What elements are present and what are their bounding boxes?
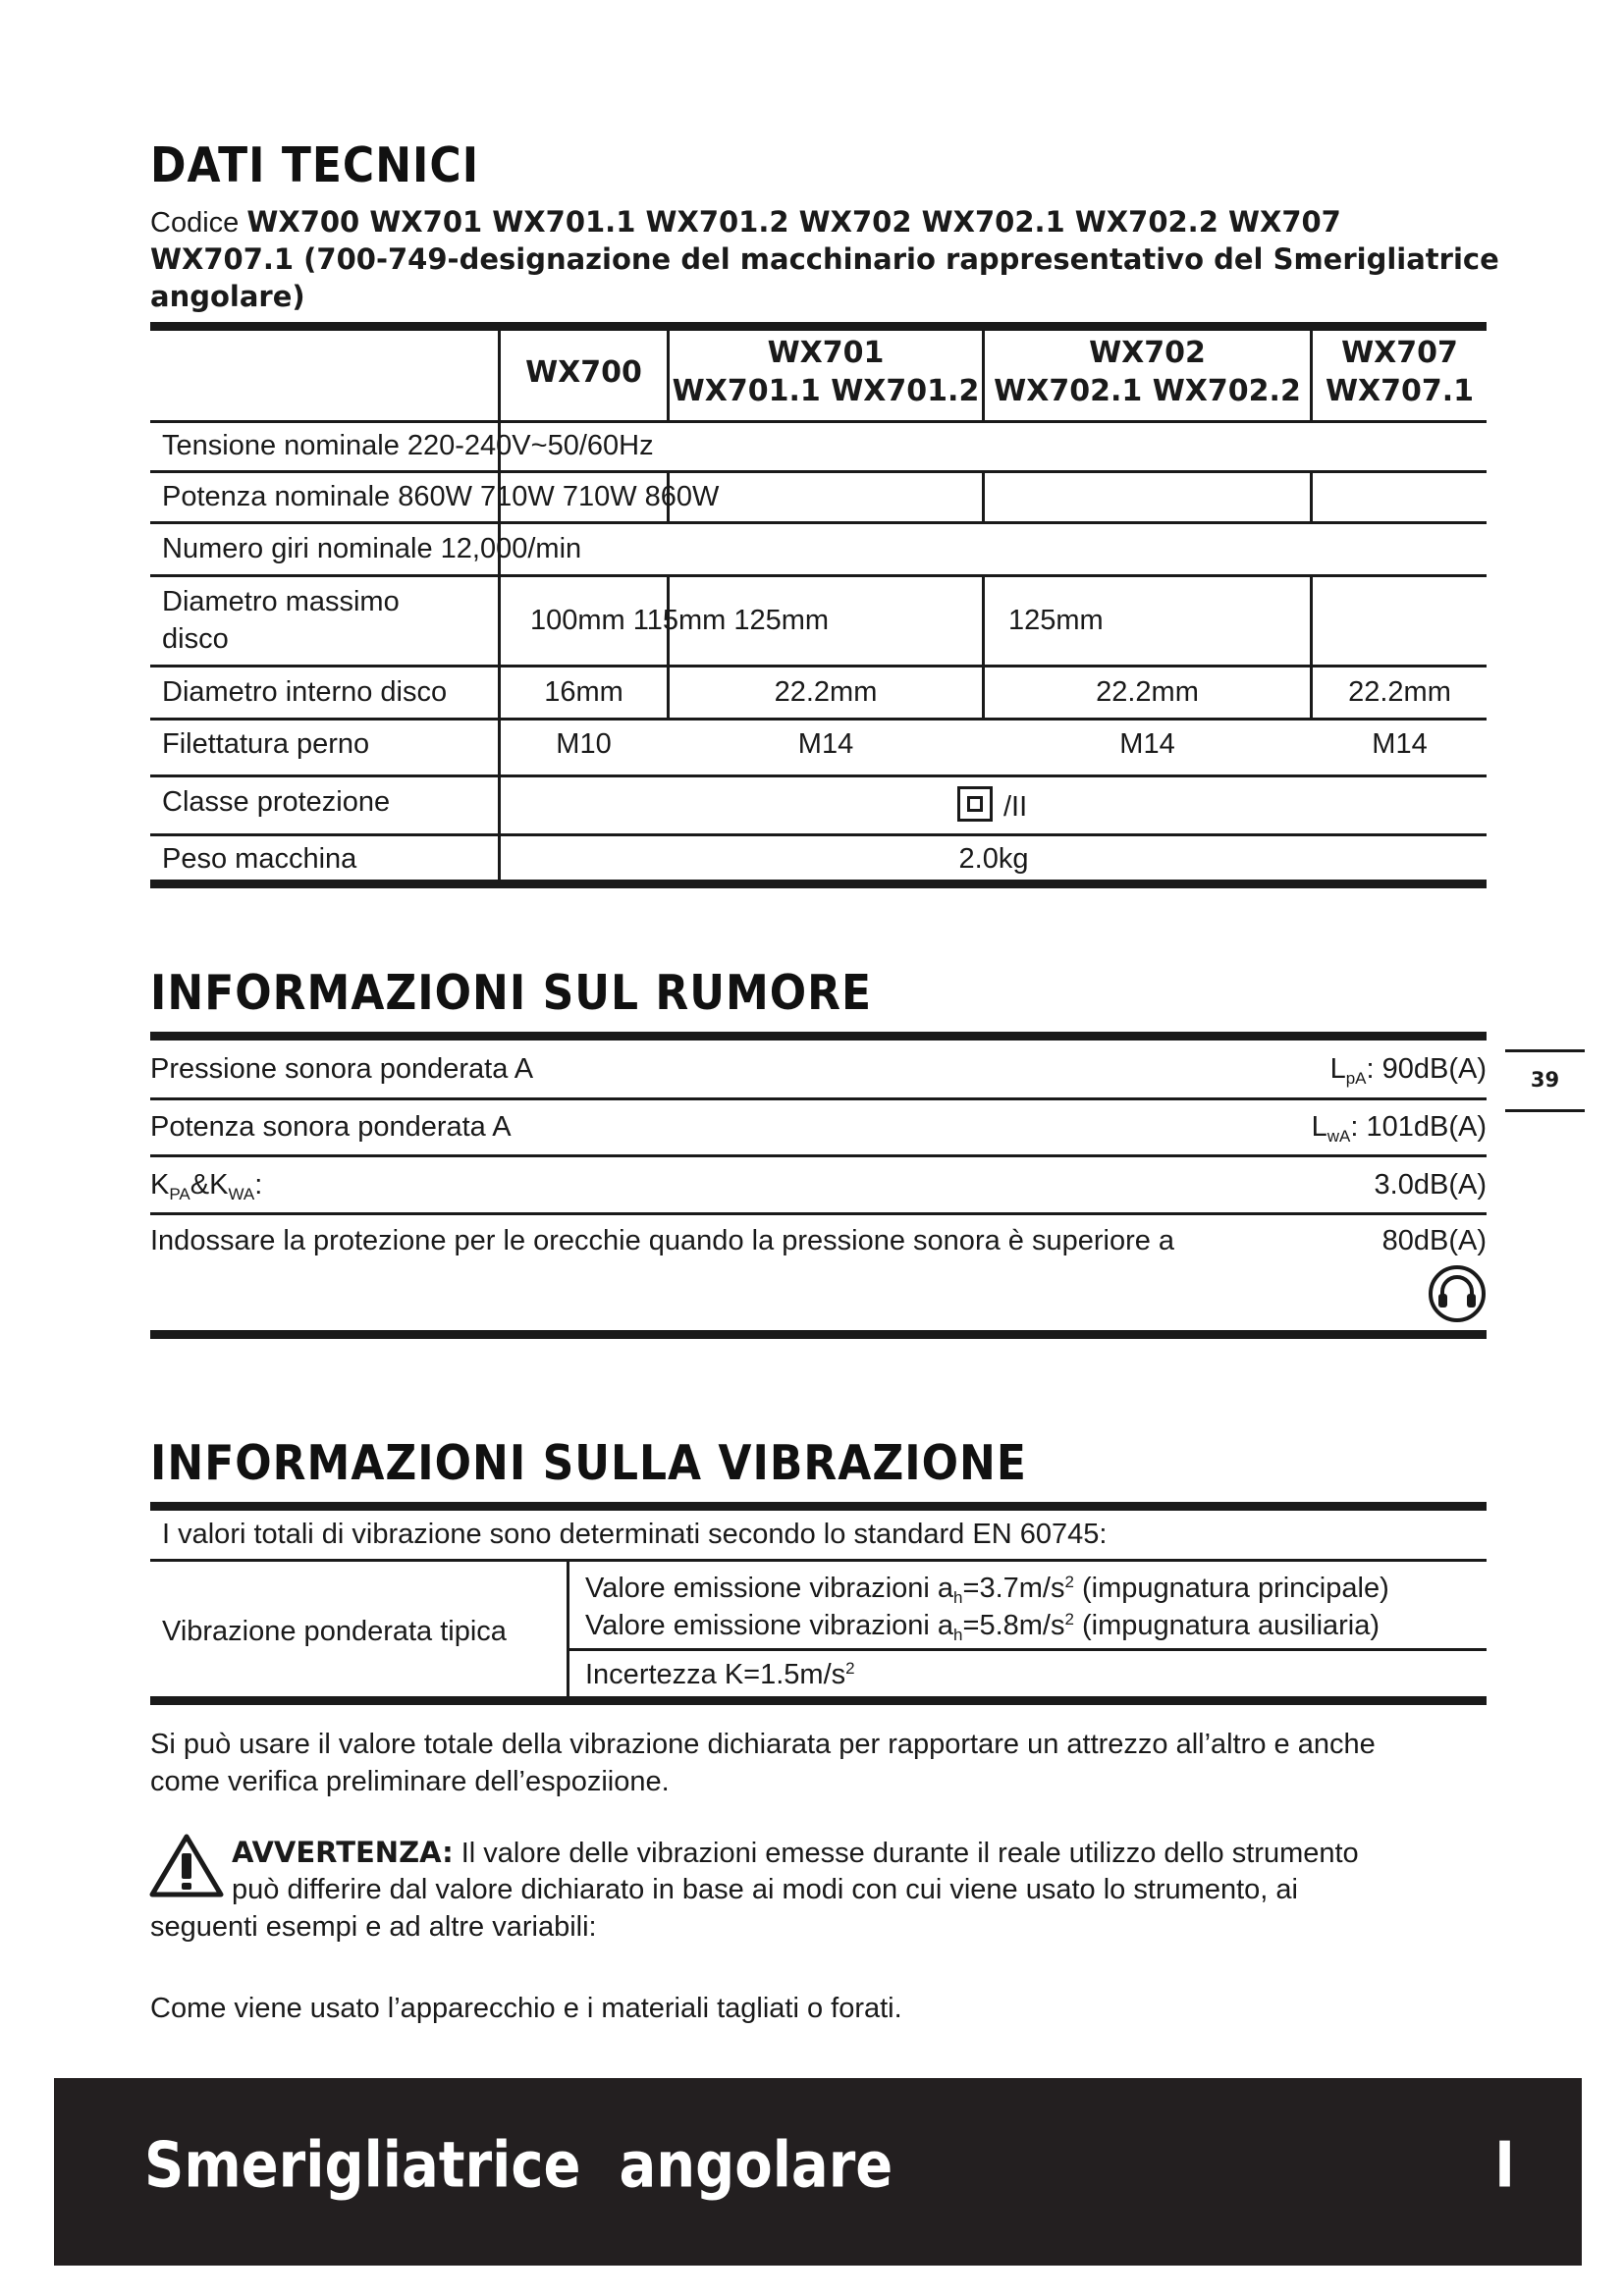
power-row: Potenza nominale 860W 710W 710W 860W [162, 481, 720, 512]
disc-max-value-wx702: 125mm [1008, 605, 1104, 636]
footer-title: Smerigliatrice angolare [144, 2129, 893, 2203]
page-number: 39 [1530, 1068, 1560, 1092]
page-tab-rule [1505, 1049, 1585, 1052]
noise-rule [150, 1212, 1487, 1215]
header-wx702: WX702 [1089, 336, 1206, 370]
vibration-rule [568, 1648, 1487, 1651]
ear-protection-text: Indossare la protezione per le orecchie quando la pressione sonora è superiore a [150, 1225, 1175, 1256]
header-wx707: WX707 [1341, 336, 1458, 370]
protection-label: Classe protezione [162, 786, 391, 818]
warning-label: AVVERTENZA: [232, 1836, 454, 1869]
vibration-uncertainty: Incertezza $K=1.5m/s^2$ [585, 1659, 855, 1690]
warning-icon [147, 1832, 226, 1900]
table-rule [150, 718, 1487, 721]
thread-label: Filettatura perno [162, 728, 370, 760]
model-code-line1 [150, 203, 1341, 241]
inner-diameter-wx701: 22.2mm [774, 676, 878, 708]
header-wx707-variants: WX707.1 [1325, 374, 1475, 408]
usage-paragraph: Come viene usato l’apparecchio e i materiali tagliati o forati. [150, 1993, 902, 2024]
warning-line3: seguenti esempi e ad altre variabili: [150, 1911, 597, 1943]
vibration-col-divider [567, 1559, 569, 1696]
tech-title: DATI TECNICI [150, 137, 480, 194]
code-prefix: Codice [150, 207, 240, 239]
table-rule [150, 521, 1487, 524]
table-rule [150, 574, 1487, 577]
code-models: WX700 WX701 WX701.1 WX701.2 WX702 WX702.1 WX702.2 WX707 [246, 205, 1341, 239]
disc-max-value: 100mm 115mm 125mm [530, 605, 830, 636]
page-tab-rule [1505, 1109, 1585, 1112]
table-rule [150, 774, 1487, 777]
table-bottom-rule [150, 880, 1487, 888]
vibration-rule [150, 1559, 1487, 1562]
thread-wx707: M14 [1372, 728, 1428, 760]
table-rule [150, 665, 1487, 667]
noise-bottom-rule [150, 1330, 1487, 1339]
uncertainty-label: $K_{PA}\&K_{WA}$: [150, 1169, 263, 1203]
speed-row: Numero giri nominale 12,000/min [162, 533, 582, 564]
noise-top-rule [150, 1032, 1487, 1041]
vibration-main-handle: Valore emissione vibrazioni $a_h=3.7m/s^2$ (impugnatura principale) [585, 1573, 1389, 1607]
model-code-line2: WX707.1 (700-749-designazione del macchinario rappresentativo del Smerigliatrice [150, 242, 1499, 276]
typical-vibration-label: Vibrazione ponderata tipica [162, 1616, 507, 1647]
vibration-bottom-rule [150, 1696, 1487, 1705]
header-wx702-variants: WX702.1 WX702.2 [994, 374, 1301, 408]
thread-wx702: M14 [1119, 728, 1175, 760]
ear-protection-threshold: 80dB(A) [1381, 1225, 1487, 1256]
thread-wx700: M10 [556, 728, 612, 760]
noise-rule [150, 1097, 1487, 1100]
inner-diameter-wx707: 22.2mm [1348, 676, 1451, 708]
vibration-intro: I valori totali di vibrazione sono determinati secondo lo standard EN 60745: [162, 1519, 1108, 1550]
footer-band [54, 2078, 1582, 2266]
inner-diameter-wx702: 22.2mm [1096, 676, 1199, 708]
inner-diameter-label: Diametro interno disco [162, 676, 448, 708]
sound-power-label: Potenza sonora ponderata A [150, 1111, 512, 1143]
sound-power-value: $L_{wA}$: 101dB(A) [1311, 1111, 1487, 1146]
ear-protection-icon [1426, 1264, 1489, 1323]
header-wx701: WX701 [767, 336, 885, 370]
sound-pressure-label: Pressione sonora ponderata A [150, 1053, 534, 1085]
protection-value: /II [1003, 791, 1028, 823]
warning-line1: AVVERTENZA: Il valore delle vibrazioni emesse durante il reale utilizzo dello strumento [232, 1836, 1359, 1869]
vibration-paragraph: Si può usare il valore totale della vibrazione dichiarata per rapportare un attrezzo all’altro e anche come verifica preliminare dell’espoziione. [150, 1729, 1376, 1797]
noise-rule [150, 1154, 1487, 1157]
voltage-row: Tensione nominale 220-240V~50/60Hz [162, 430, 654, 461]
table-rule [150, 470, 1487, 473]
sound-pressure-value: $L_{pA}$: 90dB(A) [1329, 1053, 1487, 1088]
noise-title: INFORMAZIONI SUL RUMORE [150, 965, 873, 1022]
footer-language: I [1494, 2129, 1515, 2203]
header-wx700: WX700 [525, 355, 642, 390]
col-divider [1310, 470, 1313, 521]
model-code-line3: angolare) [150, 280, 305, 313]
weight-value: 2.0kg [958, 843, 1029, 875]
vibration-top-rule [150, 1502, 1487, 1511]
col-divider [982, 470, 985, 521]
table-rule [150, 833, 1487, 836]
vibration-title: INFORMAZIONI SULLA VIBRAZIONE [150, 1435, 1027, 1492]
table-top-rule [150, 322, 1487, 331]
thread-wx701: M14 [797, 728, 854, 760]
header-wx701-variants: WX701.1 WX701.2 [672, 374, 980, 408]
disc-max-label-cont: disco [162, 623, 229, 655]
table-rule [150, 420, 1487, 423]
inner-diameter-wx700: 16mm [544, 676, 623, 708]
weight-label: Peso macchina [162, 843, 357, 875]
uncertainty-value: 3.0dB(A) [1374, 1169, 1487, 1201]
vibration-aux-handle: Valore emissione vibrazioni $a_h=5.8m/s^2$ (impugnatura ausiliaria) [585, 1610, 1380, 1644]
double-insulation-icon [957, 786, 993, 822]
disc-max-label: Diametro massimo [162, 586, 400, 617]
warning-line2: può differire dal valore dichiarato in base ai modi con cui viene usato lo strumento, ai [232, 1874, 1298, 1905]
